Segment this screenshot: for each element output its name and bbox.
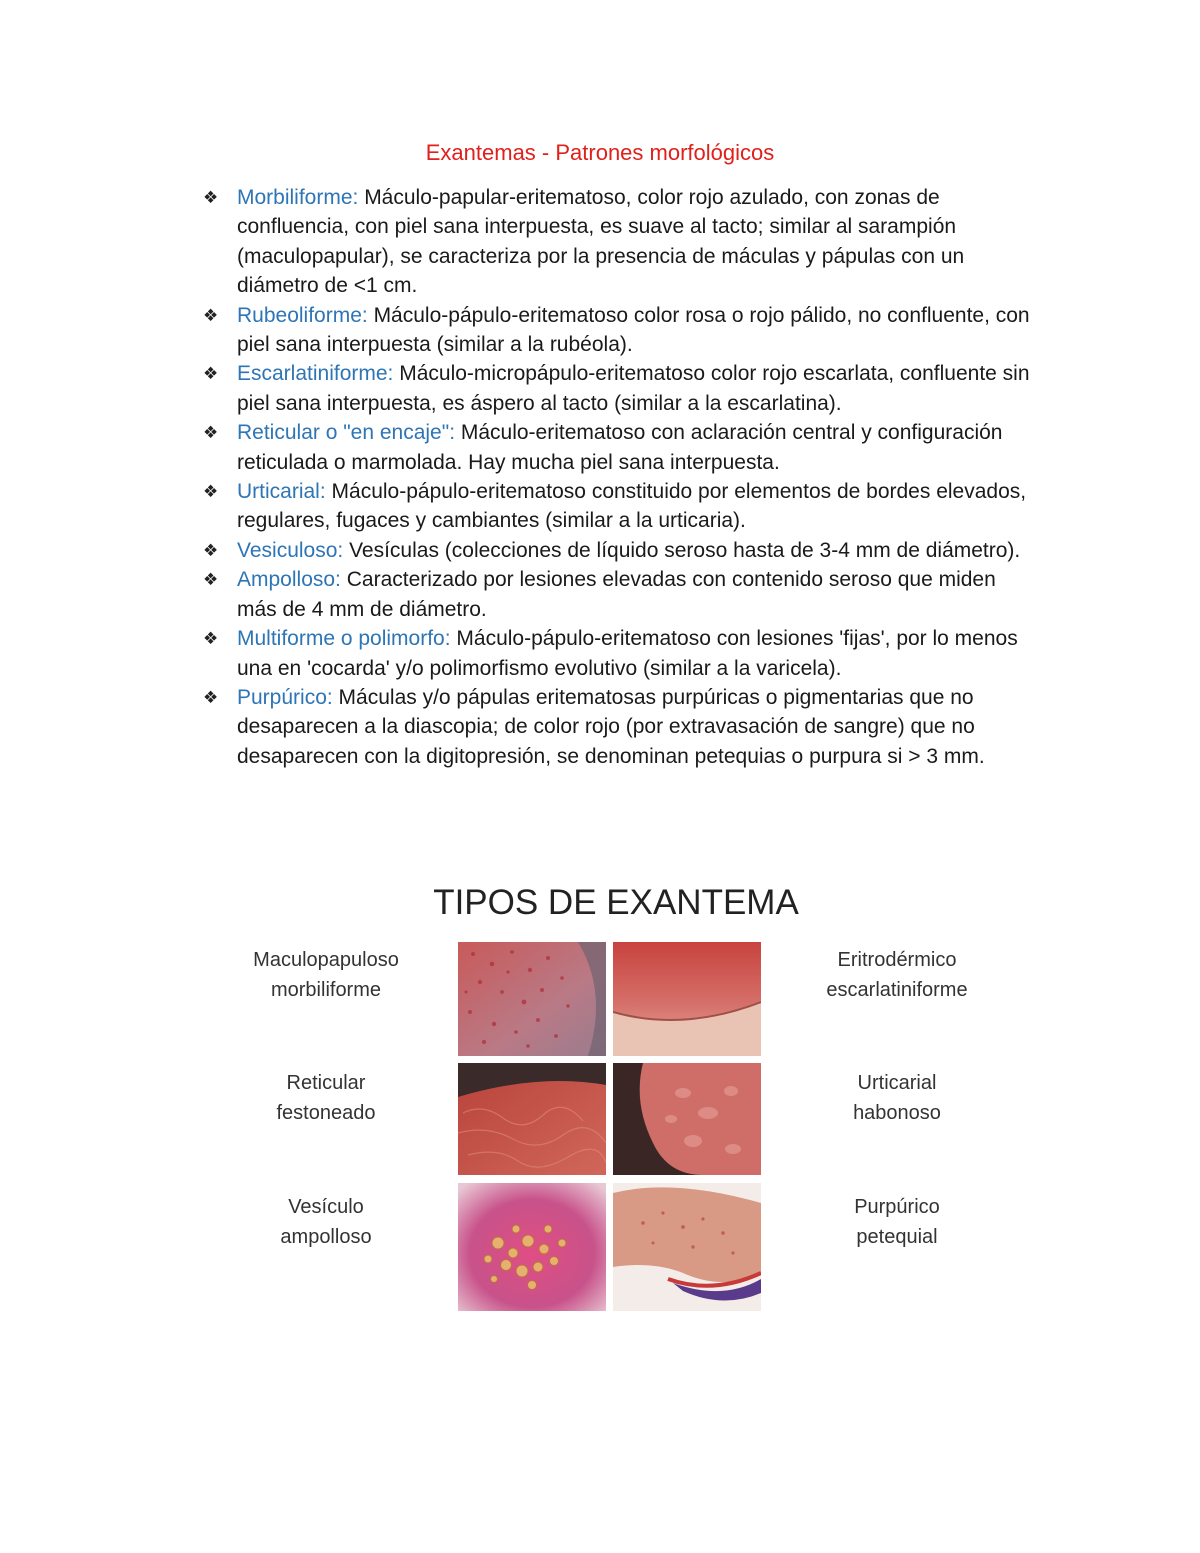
diamond-bullet-icon: ❖ [203, 364, 219, 384]
photo-morbiliforme [458, 942, 606, 1056]
caption-vesiculo [231, 1192, 421, 1252]
term-rubeoliforme: Rubeoliforme: [237, 303, 368, 327]
caption-line: ampolloso [280, 1226, 372, 1248]
caption-line: Vesículo [288, 1196, 364, 1218]
definition-text: Máculo-pápulo-eritematoso color rosa o rojo pálido, no confluente, con piel sana interpuesta (similar a la rubéola). [237, 303, 1030, 357]
diamond-bullet-icon: ❖ [203, 687, 219, 707]
list-item [200, 183, 1040, 301]
caption-line: petequial [856, 1226, 938, 1248]
definition-text: Máculas y/o pápulas eritematosas purpúricas o pigmentarias que no desaparecen a la diascopia; de color rojo (por extravasación de sangre) que no desaparecen con la digitopresión, se denominan petequias o purpura si > 3 mm. [237, 685, 985, 768]
infographic-title: TIPOS DE EXANTEMA [433, 883, 799, 922]
term-urticarial: Urticarial: [237, 480, 326, 504]
term-vesiculoso: Vesiculoso: [237, 538, 344, 562]
diamond-bullet-icon: ❖ [203, 305, 219, 325]
definition-text: Caracterizado por lesiones elevadas con contenido seroso que miden más de 4 mm de diámetro. [237, 568, 996, 621]
definition-text: Máculo-eritematoso con aclaración central y configuración reticulada o marmolada. Hay mucha piel sana interpuesta. [237, 421, 1003, 474]
photo-purpurico [613, 1183, 761, 1311]
photo-urticarial [613, 1063, 761, 1175]
exanthem-types-infographic [236, 875, 996, 1320]
term-morbiliforme: Morbiliforme: [237, 186, 359, 209]
list-item [200, 359, 1040, 418]
list-item [200, 418, 1040, 477]
list-item [200, 683, 1040, 771]
caption-line: Maculopapuloso [253, 949, 399, 971]
diamond-bullet-icon: ❖ [203, 423, 219, 443]
term-purpurico: Purpúrico: [237, 685, 333, 709]
caption-purpurico [802, 1192, 992, 1252]
diamond-bullet-icon: ❖ [203, 629, 219, 649]
morphological-patterns-list [200, 183, 1040, 771]
caption-maculopapuloso [231, 945, 421, 1005]
list-item [200, 565, 1040, 624]
term-escarlatiniforme: Escarlatiniforme: [237, 362, 394, 386]
photo-vesiculo-ampolloso [458, 1183, 606, 1311]
diamond-bullet-icon: ❖ [203, 188, 219, 207]
photo-escarlatiniforme [613, 942, 761, 1056]
caption-eritrodermico [802, 945, 992, 1005]
term-reticular: Reticular o "en encaje": [237, 421, 456, 445]
diamond-bullet-icon: ❖ [203, 540, 219, 560]
caption-line: Reticular [286, 1072, 366, 1094]
caption-urticarial [802, 1068, 992, 1128]
definition-text: Máculo-micropápulo-eritematoso color rojo escarlata, confluente sin piel sana interpuesta, es áspero al tacto (similar a la escarlatina). [237, 362, 1030, 415]
caption-line: festoneado [276, 1102, 376, 1124]
caption-line: morbiliforme [270, 979, 382, 1001]
list-item [200, 624, 1040, 683]
definition-text: Máculo-papular-eritematoso, color rojo azulado, con zonas de confluencia, con piel sana interpuesta, es suave al tacto; similar al sarampión (maculopapular), se caracteriza por la presencia de máculas y pápulas con un diámetro de <1 cm. [237, 186, 965, 298]
caption-line: escarlatiniforme [826, 979, 968, 1001]
caption-line: habonoso [853, 1102, 941, 1124]
definition-text: Máculo-pápulo-eritematoso constituido por elementos de bordes elevados, regulares, fugaces y cambiantes (similar a la urticaria). [237, 480, 1027, 533]
term-ampolloso: Ampolloso: [237, 568, 341, 592]
diamond-bullet-icon: ❖ [203, 482, 219, 502]
caption-line: Eritrodérmico [837, 949, 957, 971]
list-item [200, 301, 1040, 360]
list-item [200, 477, 1040, 536]
list-item [200, 536, 1040, 565]
definition-text: Máculo-pápulo-eritematoso con lesiones 'fijas', por lo menos una en 'cocarda' y/o polimorfismo evolutivo (similar a la varicela). [237, 627, 1018, 680]
document-title: Exantemas - Patrones morfológicos [425, 140, 775, 165]
term-multiforme: Multiforme o polimorfo: [237, 627, 451, 651]
caption-line: Urticarial [857, 1072, 937, 1094]
definition-text: Vesículas (colecciones de líquido seroso hasta de 3-4 mm de diámetro). [343, 538, 1021, 562]
diamond-bullet-icon: ❖ [203, 570, 219, 590]
caption-line: Purpúrico [854, 1196, 940, 1218]
caption-reticular [231, 1068, 421, 1128]
photo-reticular [458, 1063, 606, 1175]
